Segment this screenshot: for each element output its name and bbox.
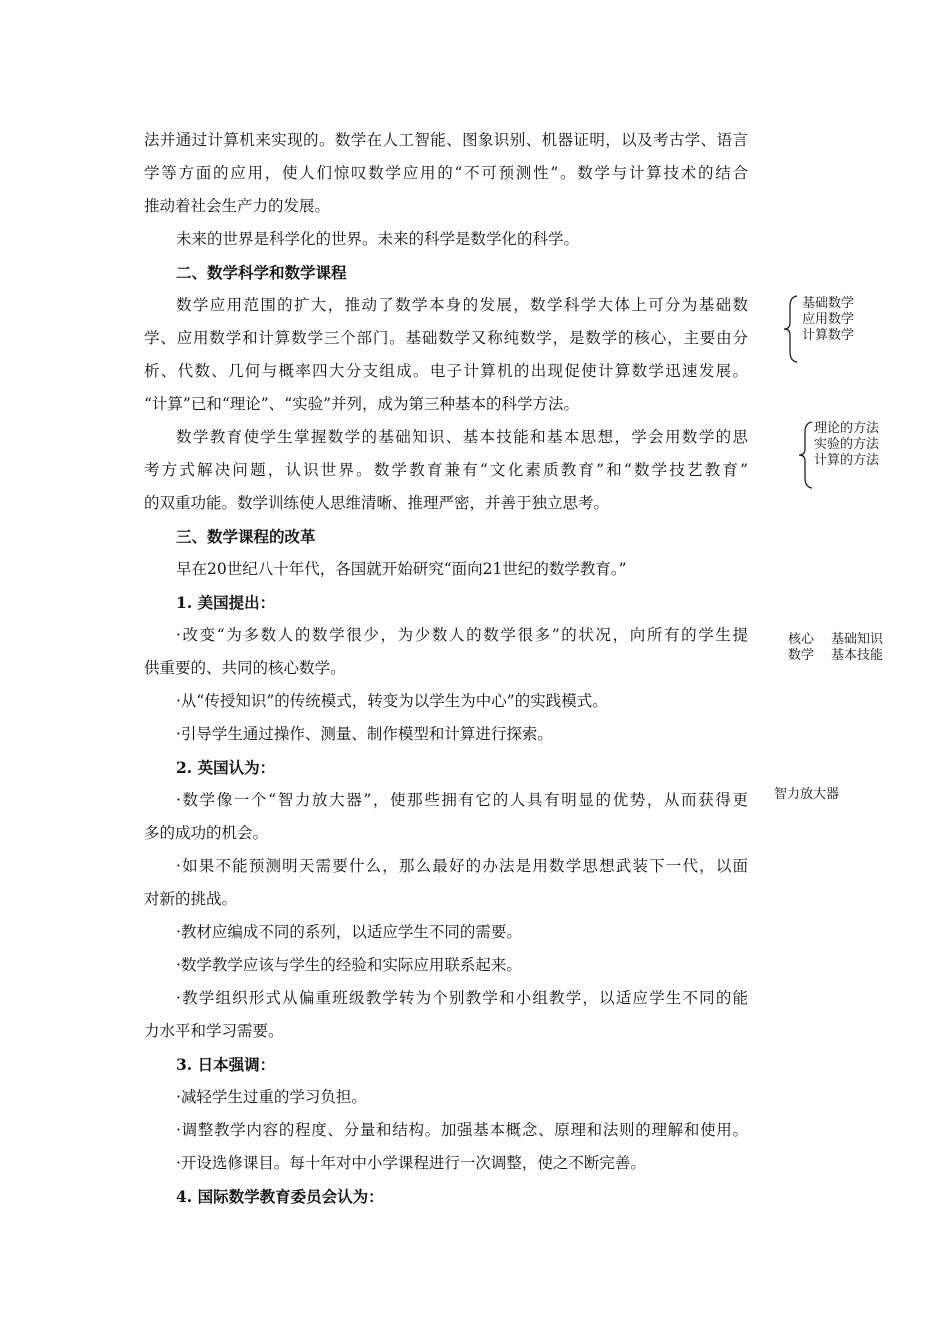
subsection-heading: 2. 英国认为： — [176, 758, 276, 777]
text-line: 法并通过计算机来实现的。数学在人工智能、图象识别、机器证明，以及考古学、语言 — [144, 131, 748, 149]
margin-note-line: 基础数学 — [802, 296, 855, 311]
text-line: 数学应用范围的扩大，推动了数学本身的发展，数学科学大体上可分为基础数 — [176, 296, 748, 314]
bullet-line: ·数学像一个“智力放大器”，使那些拥有它的人具有明显的优势，从而获得更 — [176, 791, 748, 809]
margin-note-line: 计算数学 — [802, 328, 855, 343]
margin-note-line: 实验的方法 — [814, 437, 880, 452]
text-line: 未来的世界是科学化的世界。未来的科学是数学化的科学。 — [176, 230, 580, 248]
bullet-line: ·减轻学生过重的学习负担。 — [176, 1088, 367, 1106]
text-line: 早在20世纪八十年代，各国就开始研究“面向21世纪的数学教育。” — [176, 560, 627, 578]
margin-note-line: 基本技能 — [831, 648, 884, 663]
bullet-line: ·改变“为多数人的数学很少，为少数人的数学很多”的状况，向所有的学生提 — [176, 626, 748, 644]
text-line: 学、应用数学和计算数学三个部门。基础数学又称纯数学，是数学的核心，主要由分 — [144, 329, 748, 347]
bullet-line: ·教学组织形式从偏重班级教学转为个别教学和小组教学，以适应学生不同的能 — [176, 989, 748, 1007]
text-line: 数学教育使学生掌握数学的基础知识、基本技能和基本思想，学会用数学的思 — [176, 428, 748, 446]
section-heading: 二、数学科学和数学课程 — [176, 263, 347, 282]
margin-note-line: 计算的方法 — [814, 453, 880, 468]
text-line: 学等方面的应用，使人们惊叹数学应用的“不可预测性”。数学与计算技术的结合 — [144, 164, 748, 182]
bullet-line: ·引导学生通过操作、测量、制作模型和计算进行探索。 — [176, 725, 553, 743]
text-line: 推动着社会生产力的发展。 — [144, 197, 331, 215]
margin-note-core-left — [788, 632, 814, 664]
left-brace-icon — [797, 420, 815, 490]
bullet-line: ·调整教学内容的程度、分量和结构。加强基本概念、原理和法则的理解和使用。 — [176, 1121, 748, 1139]
text-line: 考方式解决问题，认识世界。数学教育兼有“文化素质教育”和“数学技艺教育” — [144, 461, 748, 479]
section-heading: 三、数学课程的改革 — [176, 527, 316, 546]
margin-note-line: 核心 — [788, 632, 815, 647]
margin-note-line: 理论的方法 — [814, 421, 880, 436]
bullet-line: ·如果不能预测明天需要什么，那么最好的办法是用数学思想武装下一代，以面 — [176, 857, 748, 875]
text-line: “计算”已和“理论”、“实验”并列，成为第三种基本的科学方法。 — [144, 395, 580, 413]
margin-note-core-right — [831, 632, 883, 664]
text-line: 对新的挑战。 — [144, 890, 238, 908]
margin-note-line: 应用数学 — [802, 312, 855, 327]
text-line: 力水平和学习需要。 — [144, 1022, 284, 1040]
margin-note-amplifier: 智力放大器 — [774, 787, 840, 802]
margin-note-line: 数学 — [788, 648, 815, 663]
text-line: 供重要的、共同的核心数学。 — [144, 659, 346, 677]
subsection-heading: 4. 国际数学教育委员会认为： — [176, 1187, 384, 1206]
margin-note-methods — [814, 421, 879, 469]
margin-note-branches — [802, 296, 854, 344]
subsection-heading: 3. 日本强调： — [176, 1055, 276, 1074]
text-line: 的双重功能。数学训练使人思维清晰、推理严密，并善于独立思考。 — [144, 494, 610, 512]
bullet-line: ·数学教学应该与学生的经验和实际应用联系起来。 — [176, 956, 522, 974]
main-text — [144, 124, 748, 1213]
text-line: 多的成功的机会。 — [144, 824, 269, 842]
bullet-line: ·从“传授知识”的传统模式，转变为以学生为中心”的实践模式。 — [176, 692, 608, 710]
bullet-line: ·开设选修课目。每十年对中小学课程进行一次调整，使之不断完善。 — [176, 1154, 646, 1172]
bullet-line: ·教材应编成不同的系列，以适应学生不同的需要。 — [176, 923, 522, 941]
left-brace-icon — [782, 294, 800, 364]
margin-note-line: 基础知识 — [831, 632, 884, 647]
subsection-heading: 1. 美国提出： — [176, 593, 276, 612]
text-line: 析、代数、几何与概率四大分支组成。电子计算机的出现促使计算数学迅速发展。 — [144, 362, 748, 380]
